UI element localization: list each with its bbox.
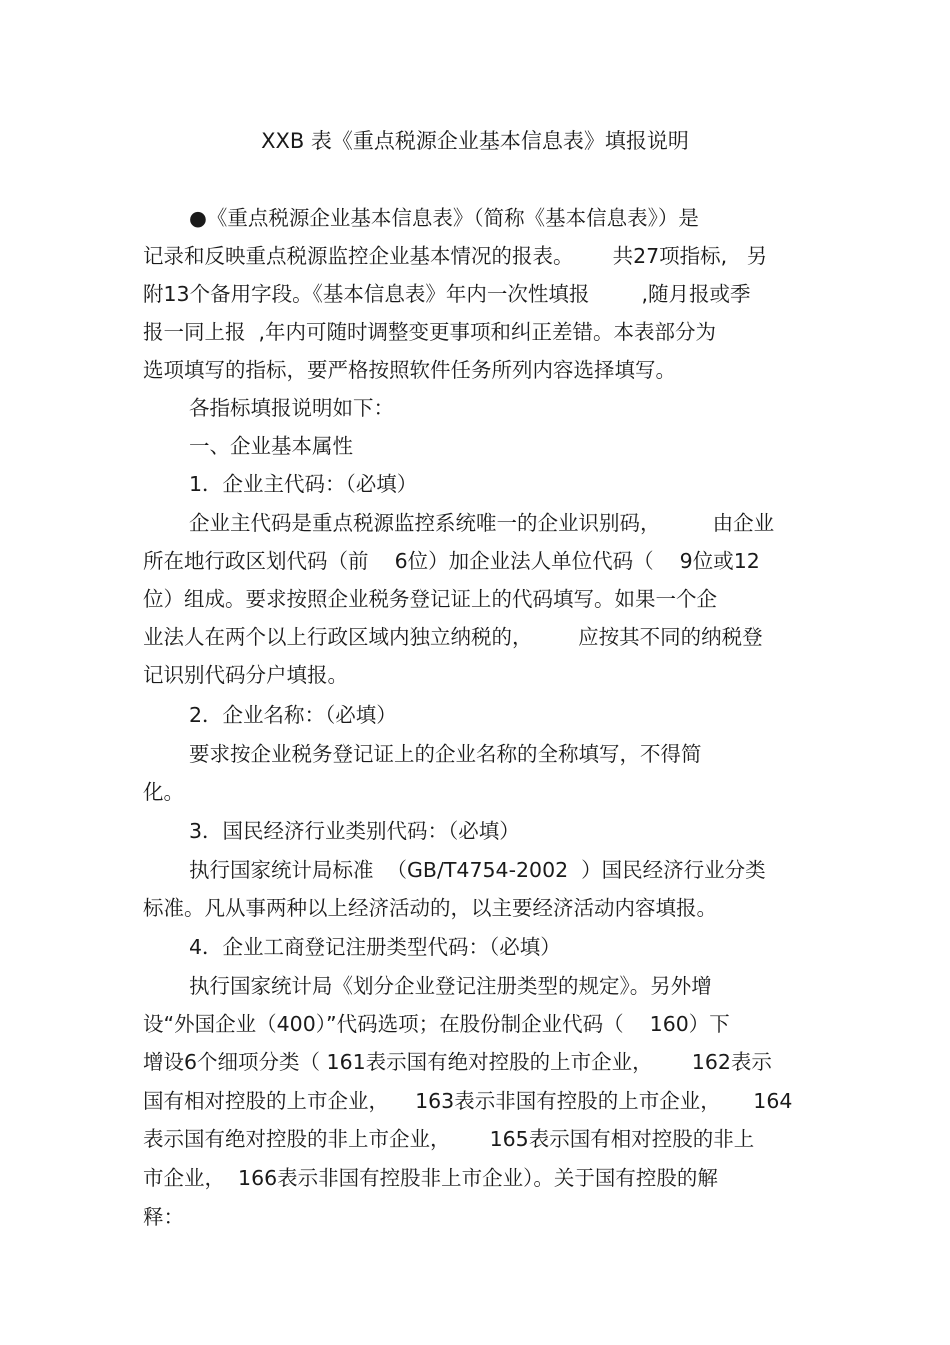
paragraph-line: 所在地行政区划代码（前 6位）加企业法人单位代码（ 9位或12 <box>143 549 760 573</box>
paragraph-line: ●《重点税源企业基本信息表》（简称《基本信息表》）是 <box>189 206 699 230</box>
paragraph-line: 业法人在两个以上行政区域内独立纳税的， 应按其不同的纳税登 <box>143 625 763 649</box>
paragraph-line: 附13个备用字段。《基本信息表》年内一次性填报 ,随月报或季 <box>143 282 751 306</box>
paragraph-line: 报一同上报 ,年内可随时调整变更事项和纠正差错。本表部分为 <box>143 320 717 344</box>
paragraph-line: 各指标填报说明如下： <box>189 396 394 420</box>
paragraph-line: 设“外国企业（400）”代码选项；在股份制企业代码（ 160）下 <box>143 1012 730 1036</box>
paragraph-line: 化。 <box>143 780 184 804</box>
item-heading: 2．企业名称：（必填） <box>189 703 397 727</box>
item-heading: 3．国民经济行业类别代码：（必填） <box>189 819 520 843</box>
paragraph-line: 执行国家统计局标准 （GB/T4754-2002 ）国民经济行业分类 <box>189 858 766 882</box>
paragraph-line: 执行国家统计局《划分企业登记注册类型的规定》。另外增 <box>189 974 712 998</box>
paragraph-line: 要求按企业税务登记证上的企业名称的全称填写，不得简 <box>189 742 702 766</box>
paragraph-line: 表示国有绝对控股的非上市企业， 165表示国有相对控股的非上 <box>143 1127 755 1151</box>
item-heading: 1．企业主代码：（必填） <box>189 472 418 496</box>
section-heading: 一、企业基本属性 <box>189 434 353 458</box>
paragraph-line: 记识别代码分户填报。 <box>143 663 348 687</box>
document-title: XXB 表《重点税源企业基本信息表》填报说明 <box>261 129 689 153</box>
paragraph-line: 市企业， 166表示非国有控股非上市企业）。关于国有控股的解 <box>143 1166 718 1190</box>
paragraph-line: 标准。凡从事两种以上经济活动的，以主要经济活动内容填报。 <box>143 896 717 920</box>
paragraph-line: 释： <box>143 1205 184 1229</box>
paragraph-line: 位）组成。要求按照企业税务登记证上的代码填写。如果一个企 <box>143 587 717 611</box>
paragraph-line: 记录和反映重点税源监控企业基本情况的报表。 共27项指标, 另 <box>143 244 768 268</box>
paragraph-line: 国有相对控股的上市企业， 163表示非国有控股的上市企业， 164 <box>143 1089 793 1113</box>
item-heading: 4．企业工商登记注册类型代码：（必填） <box>189 935 561 959</box>
paragraph-line: 选项填写的指标，要严格按照软件任务所列内容选择填写。 <box>143 358 676 382</box>
paragraph-line: 增设6个细项分类（ 161表示国有绝对控股的上市企业， 162表示 <box>143 1050 772 1074</box>
paragraph-line: 企业主代码是重点税源监控系统唯一的企业识别码， 由企业 <box>189 511 775 535</box>
